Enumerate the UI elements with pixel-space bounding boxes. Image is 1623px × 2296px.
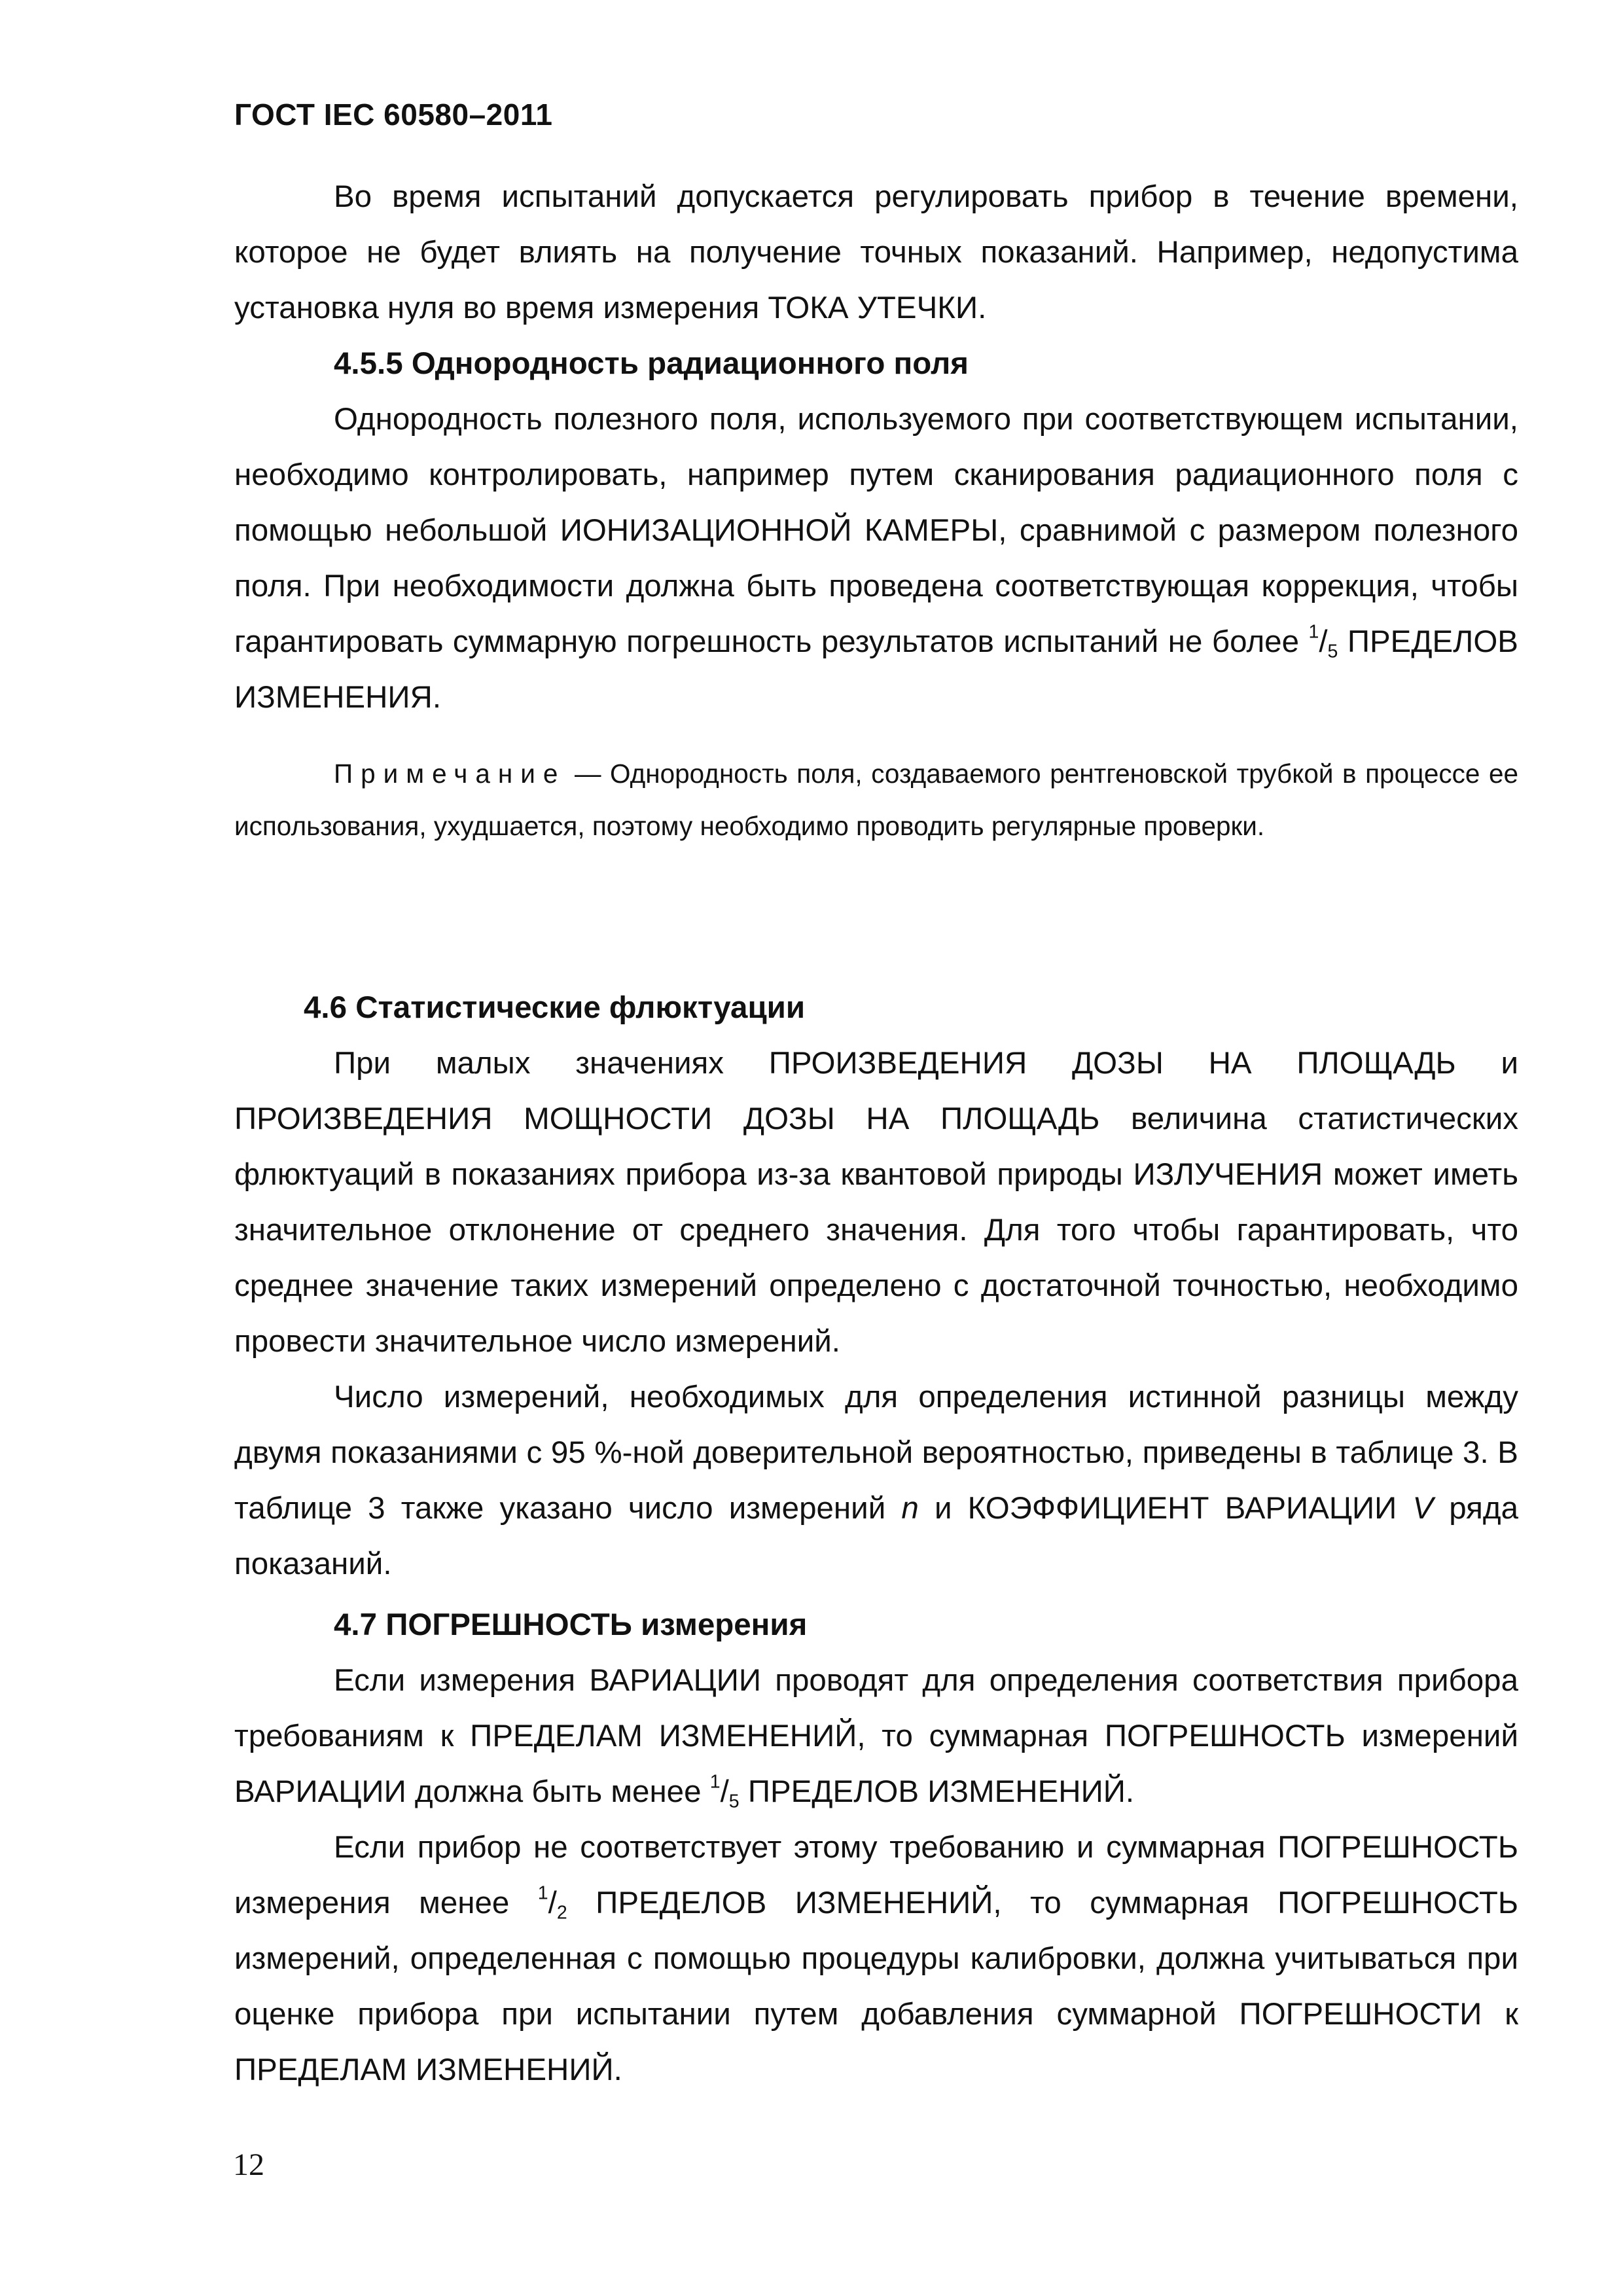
section-4-5-5-text: Однородность полезного поля, используемого при соответствующем испытании, необходимо контролировать, например путем сканирования радиационного поля с помощью небольшой ИОНИЗАЦИОННОЙ КАМЕРЫ, сравнимой с размером полезного поля. При необходимости должна быть проведена соответствующая коррекция, чтобы гарантировать суммарную погрешность результатов испытаний не более [234, 402, 1518, 659]
symbol-v: V [1412, 1491, 1434, 1526]
section-4-6-body [234, 1035, 1518, 1592]
section-4-5-5-body [234, 391, 1518, 725]
section-4-7-text-d: ПРЕДЕЛОВ ИЗМЕНЕНИЙ, то суммарная ПОГРЕШНОСТЬ измерений, определенная с помощью процедуры калибровки, должна учитываться при оценке прибора при испытании путем добавления суммарной ПОГРЕШНОСТИ к ПРЕДЕЛАМ ИЗМЕНЕНИЙ. [234, 1886, 1519, 2087]
section-4-7-text-b: ПРЕДЕЛОВ ИЗМЕНЕНИЙ. [747, 1774, 1135, 1809]
fraction-numerator: 1 [1308, 621, 1319, 643]
fraction-numerator: 1 [537, 1882, 548, 1904]
fraction-denominator: 2 [556, 1902, 567, 1924]
fraction-slash: / [1319, 624, 1328, 659]
section-4-6-text-a: Число измерений, необходимых для определения истинной разницы между двумя показаниями с 95 %-ной доверительной вероятностью, приведены в таблице 3. В таблице 3 также указано число измерений [234, 1380, 1518, 1526]
section-4-5-5-heading: 4.5.5 Однородность радиационного поля [334, 346, 969, 381]
fraction-slash: / [720, 1774, 729, 1809]
section-4-7-text-c: Если прибор не соответствует этому требованию и суммарная ПОГРЕШНОСТЬ измерения менее [234, 1830, 1518, 1920]
document-code-header: ГОСТ IEC 60580–2011 [234, 98, 553, 132]
section-4-6-heading: 4.6 Статистические флюктуации [304, 990, 806, 1025]
fraction-slash: / [548, 1886, 557, 1920]
section-4-5-5-paragraph [234, 391, 1518, 725]
section-4-6-text-c: ряда показаний. [234, 1491, 1519, 1581]
section-4-7-body [234, 1653, 1518, 2098]
intro-paragraph: Во время испытаний допускается регулировать прибор в течение времени, которое не будет влиять на получение точных показаний. Например, недопустима установка нуля во время измерения ТОКА УТЕЧКИ. [234, 179, 1518, 325]
section-4-6-text-b: и КОЭФФИЦИЕНТ ВАРИАЦИИ [934, 1491, 1397, 1526]
section-4-6-paragraph-1: При малых значениях ПРОИЗВЕДЕНИЯ ДОЗЫ НА ПЛОЩАДЬ и ПРОИЗВЕДЕНИЯ МОЩНОСТИ ДОЗЫ НА ПЛОЩАДЬ величина статистических флюктуаций в показаниях прибора из-за квантовой природы ИЗЛУЧЕНИЯ может иметь значительное отклонение от среднего значения. Для того чтобы гарантировать, что среднее значение таких измерений определено с достаточной точностью, необходимо провести значительное число измерений. [234, 1046, 1518, 1359]
section-4-7-paragraph-1 [234, 1653, 1518, 1820]
note-paragraph [234, 747, 1518, 852]
note-text: — Однородность поля, создаваемого рентгеновской трубкой в процессе ее использования, ухудшается, поэтому необходимо проводить регулярные проверки. [234, 759, 1518, 841]
section-4-7-text-a: Если измерения ВАРИАЦИИ проводят для определения соответствия прибора требованиям к ПРЕДЕЛАМ ИЗМЕНЕНИЙ, то суммарная ПОГРЕШНОСТЬ измерений ВАРИАЦИИ должна быть менее [234, 1663, 1518, 1809]
fraction-numerator: 1 [709, 1771, 721, 1793]
page-number: 12 [233, 2147, 264, 2182]
fraction-denominator: 5 [728, 1791, 740, 1812]
section-4-5-5-text-end: ПРЕДЕЛОВ ИЗМЕНЕНИЯ. [234, 624, 1518, 715]
note-block [234, 747, 1518, 852]
section-4-7-paragraph-2 [234, 1820, 1518, 2098]
section-4-6-paragraph-2 [234, 1369, 1518, 1592]
fraction-denominator: 5 [1327, 641, 1338, 662]
section-4-7-heading: 4.7 ПОГРЕШНОСТЬ измерения [334, 1607, 808, 1642]
symbol-n: n [901, 1491, 919, 1526]
note-label: Примечание [334, 759, 566, 789]
intro-paragraph-block [234, 169, 1518, 336]
